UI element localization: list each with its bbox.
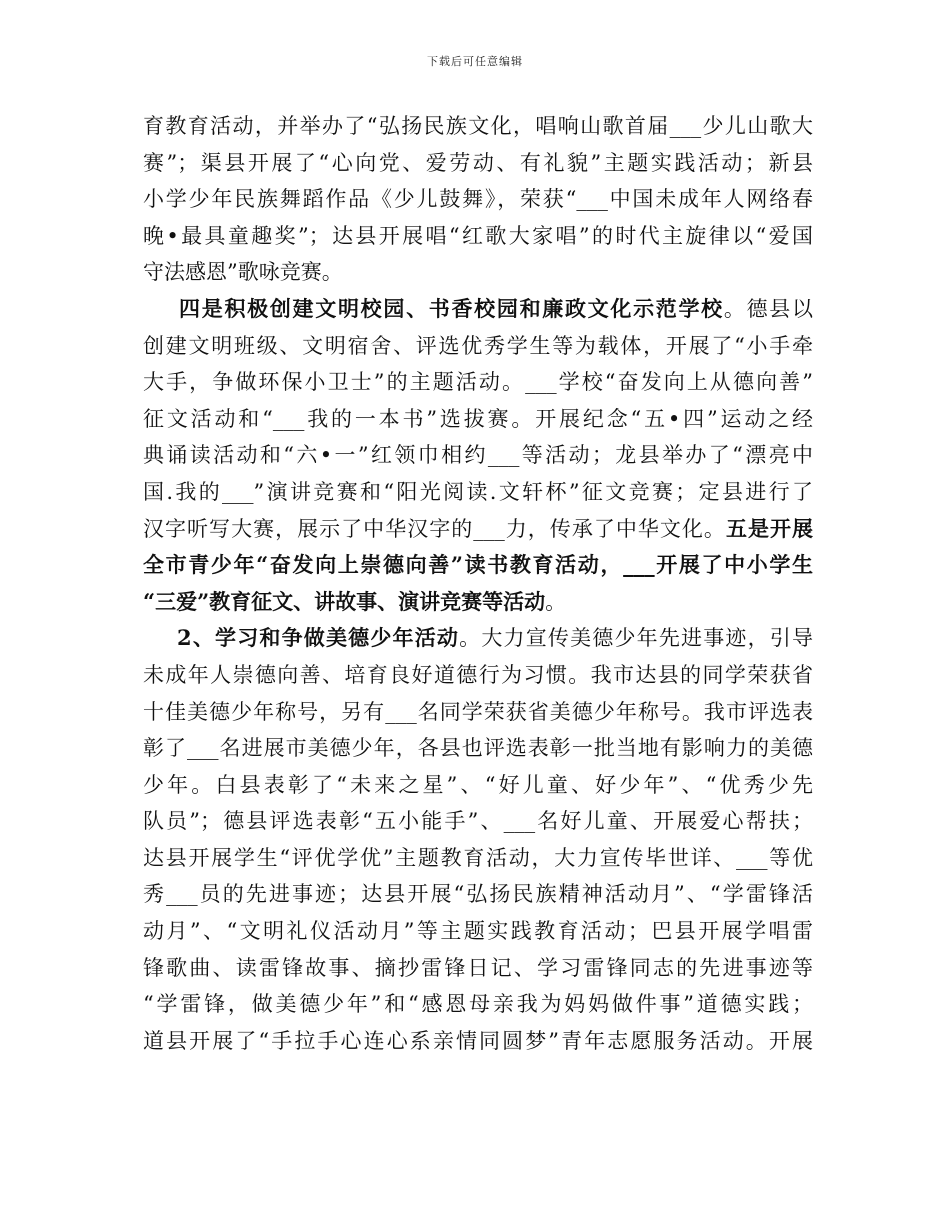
text-segment: 彰了___名进展市美德少年，各县也评选表彰一批当地有影响力的美德 bbox=[143, 736, 813, 761]
text-line bbox=[143, 511, 813, 548]
text-segment: 道县开展了“手拉手心连心系亲情同圆梦”青年志愿服务活动。开展 bbox=[143, 1028, 813, 1053]
text-segment: 守法感恩”歌咏竞赛。 bbox=[143, 260, 343, 285]
text-line bbox=[143, 803, 813, 840]
text-line bbox=[143, 913, 813, 950]
text-line bbox=[143, 364, 813, 401]
text-line bbox=[143, 437, 813, 474]
bold-text-segment: 五是开展 bbox=[725, 515, 814, 541]
text-segment: 大手，争做环保小卫士”的主题活动。___学校“奋发向上从德向善” bbox=[143, 370, 813, 395]
page-header: 下载后可任意编辑 bbox=[427, 55, 523, 68]
text-segment: 十佳美德少年称号，另有___名同学荣获省美德少年称号。我市评选表 bbox=[143, 699, 813, 724]
text-line bbox=[143, 950, 813, 987]
text-line bbox=[143, 876, 813, 913]
text-segment: 典诵读活动和“六•一”红领巾相约___等活动；龙县举办了“漂亮中 bbox=[143, 443, 813, 468]
text-segment: 汉字听写大赛，展示了中华汉字的___力，传承了中华文化。 bbox=[143, 516, 726, 541]
bold-text-segment: 四是积极创建文明校园、书香校园和廉政文化示范学校 bbox=[143, 295, 724, 321]
text-line bbox=[143, 767, 813, 804]
text-line bbox=[143, 181, 813, 218]
text-segment: 。 bbox=[545, 589, 567, 614]
text-line bbox=[143, 145, 813, 182]
text-segment: “学雷锋，做美德少年”和“感恩母亲我为妈妈做件事”道德实践； bbox=[143, 992, 813, 1017]
text-line bbox=[143, 694, 813, 731]
text-segment: 。大力宣传美德少年先进事迹，引导 bbox=[459, 626, 814, 651]
text-line bbox=[143, 547, 813, 584]
text-segment: 赛”；渠县开展了“心向党、爱劳动、有礼貌”主题实践活动；新县 bbox=[143, 150, 813, 175]
text-segment: 创建文明班级、文明宿舍、评选优秀学生等为载体，开展了“小手牵 bbox=[143, 333, 813, 358]
bold-text-segment: “三爱”教育征文、讲故事、演讲竞赛等活动 bbox=[143, 588, 546, 614]
bold-text-segment: 2、学习和争做美德少年活动 bbox=[143, 625, 460, 651]
text-line bbox=[143, 218, 813, 255]
text-segment: 少年。白县表彰了“未来之星”、“好儿童、好少年”、“优秀少先 bbox=[143, 772, 813, 797]
text-segment: 。德县以 bbox=[723, 296, 813, 321]
text-segment: 秀___员的先进事迹；达县开展“弘扬民族精神活动月”、“学雷锋活 bbox=[143, 882, 813, 907]
text-line bbox=[143, 291, 813, 328]
text-line bbox=[143, 584, 813, 621]
text-line bbox=[143, 1023, 813, 1060]
text-segment: 未成年人崇德向善、培育良好道德行为习惯。我市达县的同学荣获省 bbox=[143, 662, 813, 687]
text-segment: 征文活动和“___我的一本书”选拔赛。开展纪念“五•四”运动之经 bbox=[143, 406, 813, 431]
text-segment: 队员”；德县评选表彰“五小能手”、___名好儿童、开展爱心帮扶； bbox=[143, 809, 813, 834]
text-segment: 小学少年民族舞蹈作品《少儿鼓舞》，荣获“___中国未成年人网络春 bbox=[143, 187, 813, 212]
bold-text-segment: 全市青少年“奋发向上崇德向善”读书教育活动，___开展了中小学生 bbox=[143, 552, 813, 578]
text-line bbox=[143, 657, 813, 694]
text-line bbox=[143, 986, 813, 1023]
text-line bbox=[143, 840, 813, 877]
text-line bbox=[143, 108, 813, 145]
text-line bbox=[143, 401, 813, 438]
text-segment: 达县开展学生“评优学优”主题教育活动，大力宣传毕世详、___等优 bbox=[143, 845, 813, 870]
text-segment: 动月”、“文明礼仪活动月”等主题实践教育活动；巴县开展学唱雷 bbox=[143, 919, 813, 944]
text-line bbox=[143, 730, 813, 767]
text-line bbox=[143, 254, 813, 291]
text-line bbox=[143, 328, 813, 365]
text-segment: 晚•最具童趣奖”；达县开展唱“红歌大家唱”的时代主旋律以“爱国 bbox=[143, 223, 813, 248]
text-segment: 育教育活动，并举办了“弘扬民族文化，唱响山歌首届___少儿山歌大 bbox=[143, 114, 813, 138]
document-body bbox=[143, 108, 813, 1059]
text-line bbox=[143, 474, 813, 511]
text-segment: 锋歌曲、读雷锋故事、摘抄雷锋日记、学习雷锋同志的先进事迹等 bbox=[143, 955, 813, 980]
text-line bbox=[143, 620, 813, 657]
text-segment: 国.我的___”演讲竞赛和“阳光阅读.文轩杯”征文竞赛；定县进行了 bbox=[143, 479, 813, 504]
